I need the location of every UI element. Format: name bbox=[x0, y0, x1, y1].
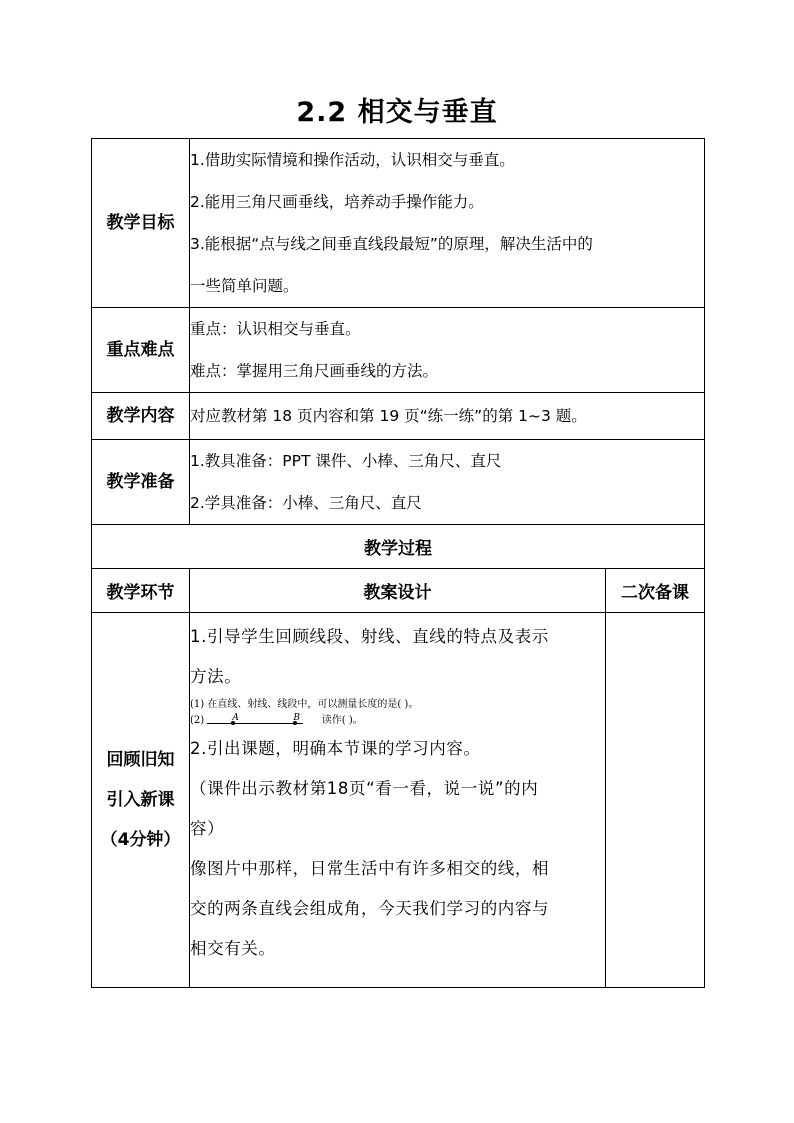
point-a-label: A bbox=[232, 713, 239, 723]
second-prep-cell bbox=[606, 613, 705, 988]
process-title-row bbox=[92, 525, 705, 569]
objectives-label: 教学目标 bbox=[92, 139, 190, 308]
segment-ab-figure bbox=[207, 713, 303, 729]
objective-line: 一些简单问题。 bbox=[190, 277, 299, 295]
key-point-line: 难点：掌握用三角尺画垂线的方法。 bbox=[190, 362, 439, 380]
preparation-row bbox=[92, 440, 705, 525]
exercise-question-2 bbox=[190, 713, 605, 729]
segment-line bbox=[207, 723, 303, 724]
exercise-question-1: (1) 在直线、射线、线段中，可以测量长度的是( )。 bbox=[190, 699, 419, 710]
header-second-prep: 二次备课 bbox=[606, 569, 705, 613]
design-line: 1.引导学生回顾线段、射线、直线的特点及表示 bbox=[190, 627, 549, 646]
design-line: 容） bbox=[190, 819, 225, 838]
preparation-line: 1.教具准备：PPT 课件、小棒、三角尺、直尺 bbox=[190, 452, 502, 470]
exercise-q2-prefix: (2) bbox=[190, 715, 205, 726]
design-line: 像图片中那样，日常生活中有许多相交的线，相 bbox=[190, 859, 550, 878]
design-line: 方法。 bbox=[190, 667, 242, 686]
design-line: 2.引出课题，明确本节课的学习内容。 bbox=[190, 739, 481, 758]
stage-label bbox=[92, 613, 190, 988]
key-points-row bbox=[92, 308, 705, 393]
design-line: 交的两条直线会组成角，今天我们学习的内容与 bbox=[190, 899, 550, 918]
process-header-row bbox=[92, 569, 705, 613]
design-line: （课件出示教材第18页“看一看，说一说”的内 bbox=[190, 779, 539, 798]
content-row bbox=[92, 393, 705, 440]
content-line: 对应教材第 18 页内容和第 19 页“练一练”的第 1~3 题。 bbox=[190, 407, 587, 425]
design-content bbox=[190, 613, 606, 988]
content-text bbox=[190, 393, 705, 440]
content-label: 教学内容 bbox=[92, 393, 190, 440]
preparation-label: 教学准备 bbox=[92, 440, 190, 525]
lesson-plan-table bbox=[91, 138, 705, 988]
objective-line: 2.能用三角尺画垂线，培养动手操作能力。 bbox=[190, 193, 484, 211]
exercise-q2-suffix: 读作( )。 bbox=[321, 715, 363, 726]
key-point-line: 重点：认识相交与垂直。 bbox=[190, 320, 361, 338]
preparation-content bbox=[190, 440, 705, 525]
header-stage: 教学环节 bbox=[92, 569, 190, 613]
objective-line: 1.借助实际情境和操作活动，认识相交与垂直。 bbox=[190, 151, 515, 169]
stage-line: 回顾旧知 bbox=[106, 750, 175, 770]
process-row bbox=[92, 613, 705, 988]
point-b-label: B bbox=[293, 713, 300, 723]
design-line: 相交有关。 bbox=[190, 939, 276, 958]
stage-line: 引入新课 bbox=[106, 790, 175, 810]
page-title: 2.2 相交与垂直 bbox=[296, 97, 498, 128]
objective-line: 3.能根据“点与线之间垂直线段最短”的原理，解决生活中的 bbox=[190, 235, 593, 253]
preparation-line: 2.学具准备：小棒、三角尺、直尺 bbox=[190, 494, 422, 512]
header-design: 教案设计 bbox=[190, 569, 606, 613]
key-points-label: 重点难点 bbox=[92, 308, 190, 393]
objectives-row bbox=[92, 139, 705, 308]
key-points-content bbox=[190, 308, 705, 393]
process-section-title: 教学过程 bbox=[92, 525, 705, 569]
stage-duration: （4分钟） bbox=[100, 830, 181, 850]
objectives-content bbox=[190, 139, 705, 308]
